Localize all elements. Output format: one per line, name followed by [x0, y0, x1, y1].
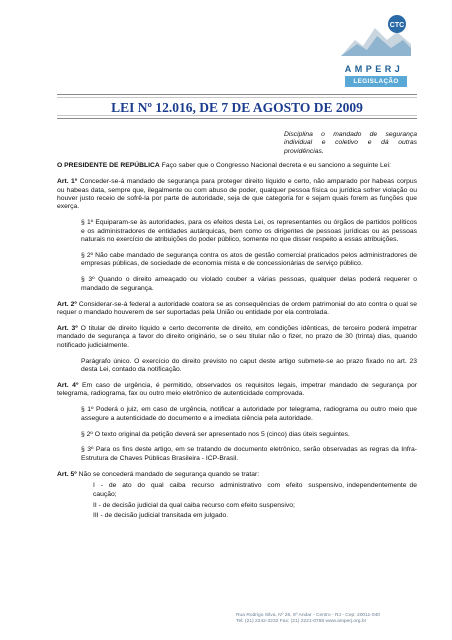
article-4-paragraph-3: § 3º Para os fins deste artigo, em se tratando de documento eletrônico, serão observadas as regras da Infra-Estrutura de Chaves Públicas Brasileira - ICP-Brasil.	[81, 446, 417, 462]
article-label: Art. 1º	[57, 178, 78, 186]
article-3-sole-paragraph: Parágrafo único. O exercício do direito previsto no caput deste artigo submete-se ao prazo fixado no art. 23 desta Lei, contado da notificação.	[81, 357, 417, 374]
page-title: LEI Nº 12.016, DE 7 DE AGOSTO DE 2009	[111, 100, 363, 115]
article-1-paragraph-3: § 3º Quando o direito ameaçado ou violado couber a várias pessoas, qualquer delas poderá requerer o mandado de segurança.	[81, 276, 417, 292]
preamble-bold: O PRESIDENTE DE REPÚBLICA	[57, 162, 160, 170]
logo-name: AMPERJ	[344, 64, 404, 74]
article-text: Considerar-se-á federal a autoridade coatora se as consequências de ordem patrimonial do ato contra o qual se requer o mandado houverem de ser suportadas pela União ou entidade por ela controlada.	[57, 300, 417, 316]
article-label: Art. 4º	[57, 381, 79, 389]
article-1	[57, 178, 417, 212]
article-1-paragraph-1: § 1º Equiparam-se às autoridades, para os efeitos desta Lei, os representantes ou órgãos de partidos políticos e os administradores de entidades autárquicas, bem como os dirigentes de pessoas jurídicas ou as pessoas naturais no exercício de atribuições do poder público, somente no que disser respeito a essas atribuições.	[81, 219, 417, 244]
footer-line-2: Tel: (21) 2242-3232 Fax: (21) 2221-0768 www.amperj.org.br	[236, 619, 367, 624]
article-text: O titular de direito líquido e certo decorrente de direito, em condições idênticas, de terceiro poderá impetrar mandado de segurança a favor do direito originário, se o seu titular não o fizer, no prazo de 30 (trinta) dias, quando notificado judicialmente.	[57, 324, 417, 349]
article-text: Em caso de urgência, é permitido, observados os requisitos legais, impetrar mandado de segurança por telegrama, radiograma, fax ou outro meio eletrônico de autenticidade comprovada.	[57, 381, 417, 398]
article-text: Conceder-se-á mandado de segurança para proteger direito líquido e certo, não amparado por habeas corpus ou habeas data, sempre que, ilegalmente ou com abuso de poder, qualquer pessoa física ou jurídica sofrer violação ou houver justo receio de sofrê-la por parte de autoridade, seja de que categoria for e sejam quais forem as funções que exerça.	[57, 178, 417, 211]
article-5-items	[93, 482, 417, 521]
article-3	[57, 325, 417, 350]
article-4-paragraph-2: § 2º O texto original da petição deverá ser apresentado nos 5 (cinco) dias úteis seguintes.	[81, 430, 350, 438]
article-text: Não se concederá mandado de segurança quando se tratar:	[76, 470, 260, 478]
article-1-paragraph-2: § 2º Não cabe mandado de segurança contra os atos de gestão comercial praticados pelos administradores de empresas públicas, de sociedade de economia mista e de concessionárias de serviço público.	[81, 251, 417, 268]
svg-text:CTC: CTC	[389, 22, 405, 29]
article-2	[57, 301, 417, 318]
article-label: Art. 5º	[57, 470, 77, 478]
document-body	[57, 131, 417, 523]
footer-address	[236, 613, 436, 625]
mountain-logo-icon	[341, 10, 411, 62]
list-item: I - de ato do qual caiba recurso administrativo com efeito suspensivo, independentemente de caução;	[93, 482, 419, 498]
ementa: Disciplina o mandado de segurança individual e coletivo e dá outras providências.	[284, 131, 417, 155]
list-item: II - de decisão judicial da qual caiba recurso com efeito suspensivo;	[93, 501, 295, 509]
preamble-text: Faço saber que o Congresso Nacional decreta e eu sanciono a seguinte Lei:	[159, 162, 391, 170]
article-4	[57, 382, 417, 399]
footer-line-1: Rua Rodrigo Silva, Nº 26, 8º Andar - Centro - RJ - Cep: 20011-040	[236, 613, 381, 618]
article-4-paragraph-1: § 1º Poderá o juiz, em caso de urgência, notificar a autoridade por telegrama, radiograma ou outro meio que assegure a autenticidade do documento e a imediata ciência pela autoridade.	[81, 406, 417, 422]
amperj-logo	[333, 10, 415, 94]
article-label: Art. 3º	[57, 324, 78, 332]
article-5	[57, 471, 417, 479]
title-bar	[57, 94, 417, 119]
article-label: Art. 2º	[57, 300, 77, 308]
logo-band: LEGISLAÇÃO	[345, 76, 407, 87]
preamble	[57, 162, 417, 170]
list-item: III - de decisão judicial transitada em julgado.	[93, 512, 229, 520]
